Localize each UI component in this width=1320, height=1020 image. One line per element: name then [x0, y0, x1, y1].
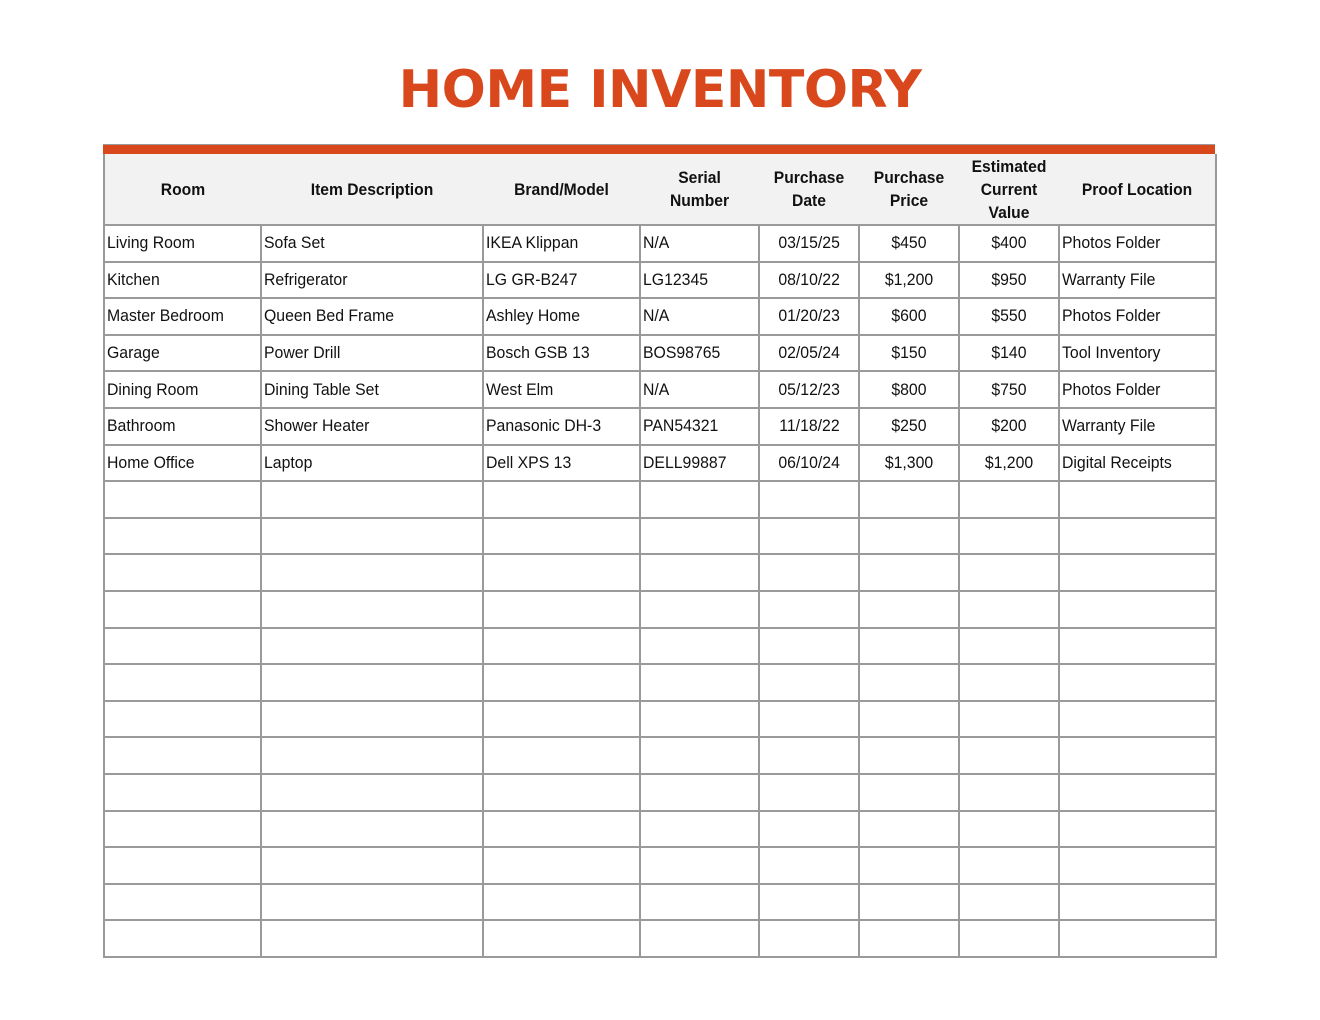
cell-purchase-date-text: 03/15/25	[778, 233, 840, 253]
cell-estimated-value[interactable]	[959, 920, 1059, 957]
cell-estimated-value[interactable]	[959, 774, 1059, 811]
cell-room[interactable]	[104, 225, 261, 262]
table-header	[104, 154, 1216, 225]
cell-serial-number[interactable]	[640, 371, 759, 408]
column-header-proof-location	[1065, 154, 1209, 225]
cell-brand-model[interactable]	[483, 518, 640, 555]
cell-serial-number-text: PAN54321	[643, 416, 719, 436]
cell-purchase-price[interactable]	[859, 298, 959, 335]
cell-room[interactable]	[104, 262, 261, 299]
cell-room-text: Dining Room	[107, 379, 199, 399]
cell-item-description[interactable]	[261, 591, 483, 628]
cell-room-text: Bathroom	[107, 416, 176, 436]
table-row	[104, 701, 1216, 738]
cell-serial-number[interactable]	[640, 262, 759, 299]
cell-purchase-date[interactable]	[759, 737, 859, 774]
column-header-room	[110, 154, 254, 225]
cell-item-description[interactable]	[261, 774, 483, 811]
column-header-serial-number	[645, 154, 754, 225]
cell-estimated-value[interactable]	[959, 335, 1059, 372]
cell-proof-location[interactable]	[1059, 298, 1216, 335]
cell-estimated-value[interactable]	[959, 518, 1059, 555]
header-purchase-price-line-1: Purchase	[873, 168, 945, 187]
cell-room[interactable]	[104, 701, 261, 738]
cell-estimated-value[interactable]	[959, 664, 1059, 701]
cell-item-description-text: Shower Heater	[264, 416, 370, 436]
cell-room-text: Master Bedroom	[107, 306, 224, 326]
cell-room[interactable]	[104, 920, 261, 957]
cell-proof-location[interactable]	[1059, 920, 1216, 957]
cell-purchase-price[interactable]	[859, 262, 959, 299]
cell-serial-number-text: BOS98765	[643, 343, 721, 363]
cell-purchase-price-text: $600	[891, 306, 927, 326]
header-purchase-date-line-1: Purchase	[773, 168, 845, 187]
cell-serial-number-text: N/A	[643, 233, 670, 253]
cell-brand-model[interactable]	[483, 737, 640, 774]
cell-brand-model-text: Dell XPS 13	[486, 452, 572, 472]
cell-purchase-price[interactable]	[859, 884, 959, 921]
cell-serial-number[interactable]	[640, 518, 759, 555]
cell-brand-model[interactable]	[483, 701, 640, 738]
cell-serial-number[interactable]	[640, 298, 759, 335]
cell-proof-location-text: Warranty File	[1062, 416, 1156, 436]
cell-proof-location-text: Tool Inventory	[1062, 343, 1161, 363]
cell-purchase-date[interactable]	[759, 847, 859, 884]
cell-proof-location[interactable]	[1059, 737, 1216, 774]
cell-brand-model[interactable]	[483, 298, 640, 335]
table-row	[104, 884, 1216, 921]
cell-brand-model[interactable]	[483, 408, 640, 445]
cell-purchase-price[interactable]	[859, 628, 959, 665]
table-row	[104, 371, 1216, 408]
cell-proof-location[interactable]	[1059, 262, 1216, 299]
cell-serial-number[interactable]	[640, 225, 759, 262]
cell-purchase-date[interactable]	[759, 884, 859, 921]
cell-estimated-value[interactable]	[959, 225, 1059, 262]
cell-purchase-price[interactable]	[859, 481, 959, 518]
cell-estimated-value[interactable]	[959, 481, 1059, 518]
cell-purchase-price[interactable]	[859, 335, 959, 372]
table-row	[104, 518, 1216, 555]
cell-brand-model[interactable]	[483, 445, 640, 482]
cell-proof-location[interactable]	[1059, 664, 1216, 701]
cell-brand-model[interactable]	[483, 554, 640, 591]
cell-brand-model-text: Panasonic DH-3	[486, 416, 602, 436]
cell-proof-location[interactable]	[1059, 408, 1216, 445]
cell-brand-model[interactable]	[483, 774, 640, 811]
cell-proof-location[interactable]	[1059, 701, 1216, 738]
cell-room[interactable]	[104, 481, 261, 518]
cell-estimated-value[interactable]	[959, 298, 1059, 335]
cell-room-text: Kitchen	[107, 269, 160, 289]
header-purchase-date-line-2: Date	[792, 191, 826, 210]
cell-room[interactable]	[104, 628, 261, 665]
cell-room[interactable]	[104, 884, 261, 921]
cell-item-description-text: Refrigerator	[264, 269, 348, 289]
cell-room[interactable]	[104, 811, 261, 848]
cell-serial-number[interactable]	[640, 591, 759, 628]
cell-serial-number[interactable]	[640, 774, 759, 811]
cell-serial-number-text: N/A	[643, 379, 670, 399]
cell-purchase-price[interactable]	[859, 518, 959, 555]
table-row	[104, 847, 1216, 884]
cell-brand-model[interactable]	[483, 920, 640, 957]
cell-proof-location[interactable]	[1059, 811, 1216, 848]
cell-room[interactable]	[104, 445, 261, 482]
header-estimated-value-line-2: Current	[980, 179, 1038, 199]
cell-item-description[interactable]	[261, 408, 483, 445]
cell-purchase-price[interactable]	[859, 591, 959, 628]
cell-proof-location[interactable]	[1059, 481, 1216, 518]
cell-brand-model-text: Ashley Home	[486, 306, 581, 326]
header-estimated-value-line-3: Value	[988, 202, 1030, 222]
cell-proof-location-text: Photos Folder	[1062, 233, 1161, 253]
cell-item-description[interactable]	[261, 298, 483, 335]
table-row	[104, 554, 1216, 591]
cell-proof-location[interactable]	[1059, 774, 1216, 811]
cell-brand-model[interactable]	[483, 225, 640, 262]
cell-item-description-text: Power Drill	[264, 343, 341, 363]
cell-room-text: Living Room	[107, 233, 195, 253]
cell-estimated-value[interactable]	[959, 445, 1059, 482]
table-row	[104, 262, 1216, 299]
cell-serial-number[interactable]	[640, 481, 759, 518]
table-row	[104, 335, 1216, 372]
cell-proof-location[interactable]	[1059, 628, 1216, 665]
cell-purchase-date[interactable]	[759, 335, 859, 372]
cell-brand-model[interactable]	[483, 591, 640, 628]
cell-item-description-text: Laptop	[264, 452, 313, 472]
cell-item-description-text: Sofa Set	[264, 233, 325, 253]
cell-brand-model[interactable]	[483, 371, 640, 408]
cell-item-description[interactable]	[261, 445, 483, 482]
inventory-table	[103, 154, 1217, 958]
cell-purchase-date-text: 02/05/24	[778, 343, 840, 363]
cell-brand-model[interactable]	[483, 481, 640, 518]
cell-purchase-date[interactable]	[759, 554, 859, 591]
column-header-estimated-value	[963, 154, 1055, 225]
cell-item-description[interactable]	[261, 481, 483, 518]
cell-estimated-value[interactable]	[959, 737, 1059, 774]
cell-proof-location[interactable]	[1059, 554, 1216, 591]
cell-room[interactable]	[104, 554, 261, 591]
header-accent-bar	[103, 144, 1215, 154]
cell-brand-model[interactable]	[483, 664, 640, 701]
cell-purchase-date[interactable]	[759, 664, 859, 701]
header-brand-model-label: Brand/Model	[514, 179, 609, 199]
table-body	[104, 225, 1216, 957]
cell-serial-number[interactable]	[640, 884, 759, 921]
cell-serial-number[interactable]	[640, 445, 759, 482]
cell-purchase-date[interactable]	[759, 701, 859, 738]
cell-brand-model-text: LG GR-B247	[486, 269, 578, 289]
cell-proof-location[interactable]	[1059, 371, 1216, 408]
cell-serial-number[interactable]	[640, 920, 759, 957]
cell-purchase-date[interactable]	[759, 920, 859, 957]
cell-purchase-price-text: $150	[891, 343, 927, 363]
table-row	[104, 445, 1216, 482]
cell-serial-number[interactable]	[640, 811, 759, 848]
cell-purchase-date[interactable]	[759, 262, 859, 299]
table-row	[104, 737, 1216, 774]
cell-purchase-price[interactable]	[859, 774, 959, 811]
header-purchase-price-line-2: Price	[889, 191, 929, 210]
inventory-sheet	[103, 144, 1215, 958]
cell-item-description[interactable]	[261, 554, 483, 591]
column-header-purchase-price	[863, 154, 955, 225]
cell-brand-model[interactable]	[483, 262, 640, 299]
cell-proof-location-text: Warranty File	[1062, 269, 1156, 289]
cell-purchase-date[interactable]	[759, 408, 859, 445]
cell-estimated-value-text: $550	[991, 306, 1027, 326]
cell-purchase-price[interactable]	[859, 737, 959, 774]
cell-room-text: Home Office	[107, 452, 195, 472]
cell-room[interactable]	[104, 518, 261, 555]
cell-purchase-date[interactable]	[759, 591, 859, 628]
cell-purchase-date[interactable]	[759, 371, 859, 408]
cell-purchase-price[interactable]	[859, 225, 959, 262]
cell-proof-location[interactable]	[1059, 847, 1216, 884]
cell-proof-location-text: Photos Folder	[1062, 379, 1161, 399]
cell-room[interactable]	[104, 335, 261, 372]
header-serial-line-1: Serial	[678, 168, 721, 187]
cell-room[interactable]	[104, 774, 261, 811]
cell-estimated-value[interactable]	[959, 701, 1059, 738]
cell-estimated-value-text: $140	[991, 343, 1027, 363]
cell-purchase-date[interactable]	[759, 445, 859, 482]
cell-estimated-value[interactable]	[959, 884, 1059, 921]
cell-item-description[interactable]	[261, 920, 483, 957]
cell-purchase-price[interactable]	[859, 811, 959, 848]
header-estimated-value-line-1: Estimated	[971, 156, 1047, 176]
table-row	[104, 481, 1216, 518]
column-header-item-description	[270, 154, 474, 225]
cell-proof-location[interactable]	[1059, 591, 1216, 628]
cell-estimated-value[interactable]	[959, 811, 1059, 848]
cell-proof-location-text: Digital Receipts	[1062, 452, 1172, 472]
cell-estimated-value[interactable]	[959, 262, 1059, 299]
table-row	[104, 811, 1216, 848]
cell-estimated-value-text: $750	[991, 379, 1027, 399]
cell-purchase-price[interactable]	[859, 847, 959, 884]
cell-proof-location[interactable]	[1059, 518, 1216, 555]
cell-room[interactable]	[104, 737, 261, 774]
cell-proof-location-text: Photos Folder	[1062, 306, 1161, 326]
table-row	[104, 408, 1216, 445]
cell-proof-location[interactable]	[1059, 884, 1216, 921]
cell-purchase-date-text: 11/18/22	[778, 416, 840, 436]
cell-serial-number[interactable]	[640, 408, 759, 445]
cell-item-description[interactable]	[261, 664, 483, 701]
cell-serial-number[interactable]	[640, 554, 759, 591]
cell-serial-number[interactable]	[640, 847, 759, 884]
cell-room[interactable]	[104, 591, 261, 628]
cell-brand-model[interactable]	[483, 628, 640, 665]
header-room-label: Room	[160, 179, 206, 199]
cell-proof-location[interactable]	[1059, 225, 1216, 262]
cell-purchase-price-text: $450	[891, 233, 927, 253]
cell-serial-number[interactable]	[640, 628, 759, 665]
cell-estimated-value[interactable]	[959, 591, 1059, 628]
table-row	[104, 591, 1216, 628]
table-row	[104, 298, 1216, 335]
cell-brand-model-text: West Elm	[486, 379, 554, 399]
cell-estimated-value[interactable]	[959, 847, 1059, 884]
cell-serial-number-text: LG12345	[643, 269, 709, 289]
header-item-description-label: Item Description	[310, 179, 434, 199]
cell-serial-number[interactable]	[640, 664, 759, 701]
cell-item-description-text: Queen Bed Frame	[264, 306, 395, 326]
cell-item-description[interactable]	[261, 701, 483, 738]
header-row	[104, 154, 1216, 225]
cell-item-description[interactable]	[261, 225, 483, 262]
cell-serial-number[interactable]	[640, 701, 759, 738]
cell-purchase-date[interactable]	[759, 628, 859, 665]
column-header-purchase-date	[763, 154, 855, 225]
cell-proof-location[interactable]	[1059, 445, 1216, 482]
cell-purchase-price[interactable]	[859, 445, 959, 482]
table-row	[104, 920, 1216, 957]
cell-serial-number[interactable]	[640, 737, 759, 774]
table-row	[104, 628, 1216, 665]
cell-purchase-date[interactable]	[759, 774, 859, 811]
cell-purchase-price[interactable]	[859, 701, 959, 738]
cell-estimated-value[interactable]	[959, 628, 1059, 665]
cell-room-text: Garage	[107, 343, 160, 363]
cell-item-description[interactable]	[261, 884, 483, 921]
cell-purchase-date[interactable]	[759, 225, 859, 262]
cell-room[interactable]	[104, 847, 261, 884]
cell-purchase-date-text: 01/20/23	[778, 306, 840, 326]
cell-purchase-price[interactable]	[859, 554, 959, 591]
cell-item-description[interactable]	[261, 847, 483, 884]
cell-room[interactable]	[104, 298, 261, 335]
cell-item-description[interactable]	[261, 335, 483, 372]
cell-estimated-value-text: $200	[991, 416, 1027, 436]
cell-estimated-value[interactable]	[959, 554, 1059, 591]
cell-brand-model[interactable]	[483, 811, 640, 848]
cell-serial-number-text: N/A	[643, 306, 670, 326]
cell-estimated-value-text: $400	[991, 233, 1027, 253]
cell-brand-model-text: Bosch GSB 13	[486, 343, 590, 363]
cell-item-description[interactable]	[261, 628, 483, 665]
cell-item-description-text: Dining Table Set	[264, 379, 379, 399]
table-row	[104, 664, 1216, 701]
cell-room[interactable]	[104, 664, 261, 701]
cell-purchase-date[interactable]	[759, 518, 859, 555]
cell-item-description[interactable]	[261, 262, 483, 299]
cell-proof-location[interactable]	[1059, 335, 1216, 372]
cell-purchase-date[interactable]	[759, 298, 859, 335]
cell-estimated-value-text: $1,200	[984, 452, 1034, 472]
cell-purchase-date-text: 08/10/22	[778, 269, 840, 289]
table-row	[104, 774, 1216, 811]
table-row	[104, 225, 1216, 262]
cell-item-description[interactable]	[261, 811, 483, 848]
cell-item-description[interactable]	[261, 518, 483, 555]
cell-purchase-date[interactable]	[759, 811, 859, 848]
cell-estimated-value[interactable]	[959, 408, 1059, 445]
cell-brand-model[interactable]	[483, 847, 640, 884]
cell-purchase-price-text: $800	[891, 379, 927, 399]
cell-purchase-price[interactable]	[859, 664, 959, 701]
cell-purchase-price-text: $1,200	[884, 269, 934, 289]
cell-purchase-price[interactable]	[859, 371, 959, 408]
cell-purchase-price[interactable]	[859, 920, 959, 957]
cell-purchase-price-text: $1,300	[884, 452, 934, 472]
cell-purchase-price-text: $250	[891, 416, 927, 436]
cell-brand-model-text: IKEA Klippan	[486, 233, 579, 253]
header-serial-line-2: Number	[669, 191, 730, 210]
cell-purchase-date-text: 06/10/24	[778, 452, 840, 472]
cell-purchase-date[interactable]	[759, 481, 859, 518]
column-header-brand-model	[489, 154, 633, 225]
cell-estimated-value-text: $950	[991, 269, 1027, 289]
cell-brand-model[interactable]	[483, 884, 640, 921]
cell-room[interactable]	[104, 408, 261, 445]
cell-serial-number[interactable]	[640, 335, 759, 372]
cell-purchase-price[interactable]	[859, 408, 959, 445]
header-proof-location-label: Proof Location	[1081, 179, 1193, 199]
page-title: HOME INVENTORY	[398, 60, 922, 120]
cell-item-description[interactable]	[261, 371, 483, 408]
cell-serial-number-text: DELL99887	[643, 452, 727, 472]
cell-item-description[interactable]	[261, 737, 483, 774]
cell-room[interactable]	[104, 371, 261, 408]
cell-purchase-date-text: 05/12/23	[778, 379, 840, 399]
cell-brand-model[interactable]	[483, 335, 640, 372]
cell-estimated-value[interactable]	[959, 371, 1059, 408]
